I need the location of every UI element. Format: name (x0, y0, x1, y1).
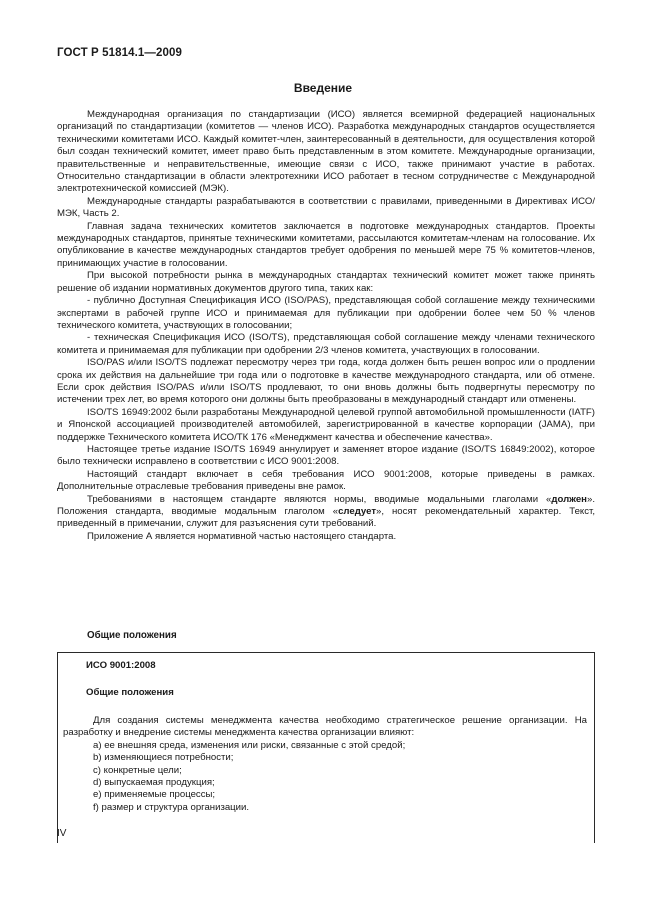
frame-intro: Для создания системы менеджмента качества необходимо стратегическое решение организации. На разработку и внедрение системы менеджмента качества организации влияют: (63, 715, 587, 739)
list-item: с) конкретные цели; (93, 764, 182, 776)
paragraph-directives: Международные стандарты разрабатываются в соответствии с правилами, приведенными в Директивах ИСО/МЭК, Часть 2. (57, 195, 595, 220)
general-provisions-heading: Общие положения (87, 630, 177, 641)
paragraph-iso-ts: - техническая Спецификация ИСО (ISO/TS), представляющая собой соглашение между членами технического комитета и принимаемая для публикации при одобрении 2/3 членов комитета, участвующих в голосовании. (57, 332, 595, 356)
paragraph-review: ISO/PAS и/или ISO/TS подлежат пересмотру через три года, когда должен быть решен вопрос или о продлении срока их действия на дальнейшие три года или о подготовке в качестве международного стандарта, или об отмене. Если срок действия ISO/PAS и/или ISO/TS продлевают, то они вновь должны быть подвергнуты пересмотру по истечении трех лет, во время которого они должны быть преобразованы в международный стандарт или отменены. (57, 357, 595, 406)
frame-heading: Общие положения (86, 687, 174, 698)
paragraph-modal-verbs (57, 494, 595, 531)
section-title: Введение (293, 81, 353, 95)
modal-text-2: ». Положения стандарта, вводимые модальным глаголом « (57, 493, 595, 517)
modal-text-1: Требованиями в настоящем стандарте являются нормы, вводимые модальными глаголами « (87, 493, 552, 505)
paragraph-iatf: ISO/TS 16949:2002 были разработаны Международной целевой группой автомобильной промышленности (IATF) и Японской ассоциацией производителей автомобилей, зарегистрированной в качестве корпорации (JAMA), при поддержке Технического комитета ИСО/ТК 176 «Менеджмент качества и обеспечение качества». (57, 406, 595, 443)
paragraph-main-task: Главная задача технических комитетов заключается в подготовке международных стандартов. Проекты международных стандартов, принятые техническими комитетами, рассылаются комитетам-членам на голосование. Их опубликование в качестве международных стандартов требует одобрения по меньшей мере 75 % комитетов-членов, принимающих участие в голосовании. (57, 220, 595, 269)
page-number: IV (57, 828, 67, 839)
paragraph-iso-pas: - публично Доступная Спецификация ИСО (ISO/PAS), представляющая собой соглашение между техническими экспертами в рабочей группе ИСО и принимаемая для публикации при одобрении более чем 50 % членов технического комитета, участвующих в голосовании; (57, 295, 595, 331)
modal-text-3: », носят рекомендательный характер. Текст, приведенный в примечании, служит для разъяснения сути требований. (57, 506, 596, 530)
modal-word-must: должен (551, 493, 587, 505)
paragraph-annex: Приложение А является нормативной частью настоящего стандарта. (87, 530, 397, 542)
list-item: f) размер и структура организации. (93, 801, 250, 813)
introduction-body (57, 109, 595, 543)
paragraph-iso-intro: Международная организация по стандартизации (ИСО) является всемирной федерацией национальных организаций по стандартизации (комитетов — членов ИСО). Разработка международных стандартов осуществляется техническими комитетами ИСО. Каждый комитет-член, заинтересованный в деятельности, для осуществления которой был создан технический комитет, имеет право быть представленным в этом комитете. Международные организации, правительственные и неправительственные, имеющие связи с ИСО, также принимают участие в работах. Относительно стандартизации в области электротехники ИСО работает в тесном сотрудничестве с Международной электротехнической комиссией (МЭК). (57, 109, 595, 195)
list-item: а) ее внешняя среда, изменения или риски, связанные с этой средой; (93, 739, 406, 751)
document-header: ГОСТ Р 51814.1—2009 (57, 47, 182, 59)
paragraph-market-need: При высокой потребности рынка в международных стандартах технический комитет может также принять решение об издании нормативных документов другого типа, таких как: (57, 270, 595, 294)
list-item: е) применяемые процессы; (93, 789, 216, 801)
frame-text (63, 715, 587, 814)
frame-standard-label: ИСО 9001:2008 (86, 660, 156, 671)
list-item: d) выпускаемая продукция; (93, 777, 215, 789)
modal-word-should: следует (338, 506, 377, 517)
paragraph-requirements-frames: Настоящий стандарт включает в себя требования ИСО 9001:2008, которые приведены в рамках. Дополнительные отраслевые требования приведены вне рамок. (57, 468, 595, 493)
iso-9001-frame (57, 652, 595, 843)
list-item: b) изменяющиеся потребности; (93, 752, 234, 764)
paragraph-third-edition: Настоящее третье издание ISO/TS 16949 аннулирует и заменяет второе издание (ISO/TS 16849:2002), которое было технически исправлено в соответствии с ИСО 9001:2008. (57, 443, 595, 468)
